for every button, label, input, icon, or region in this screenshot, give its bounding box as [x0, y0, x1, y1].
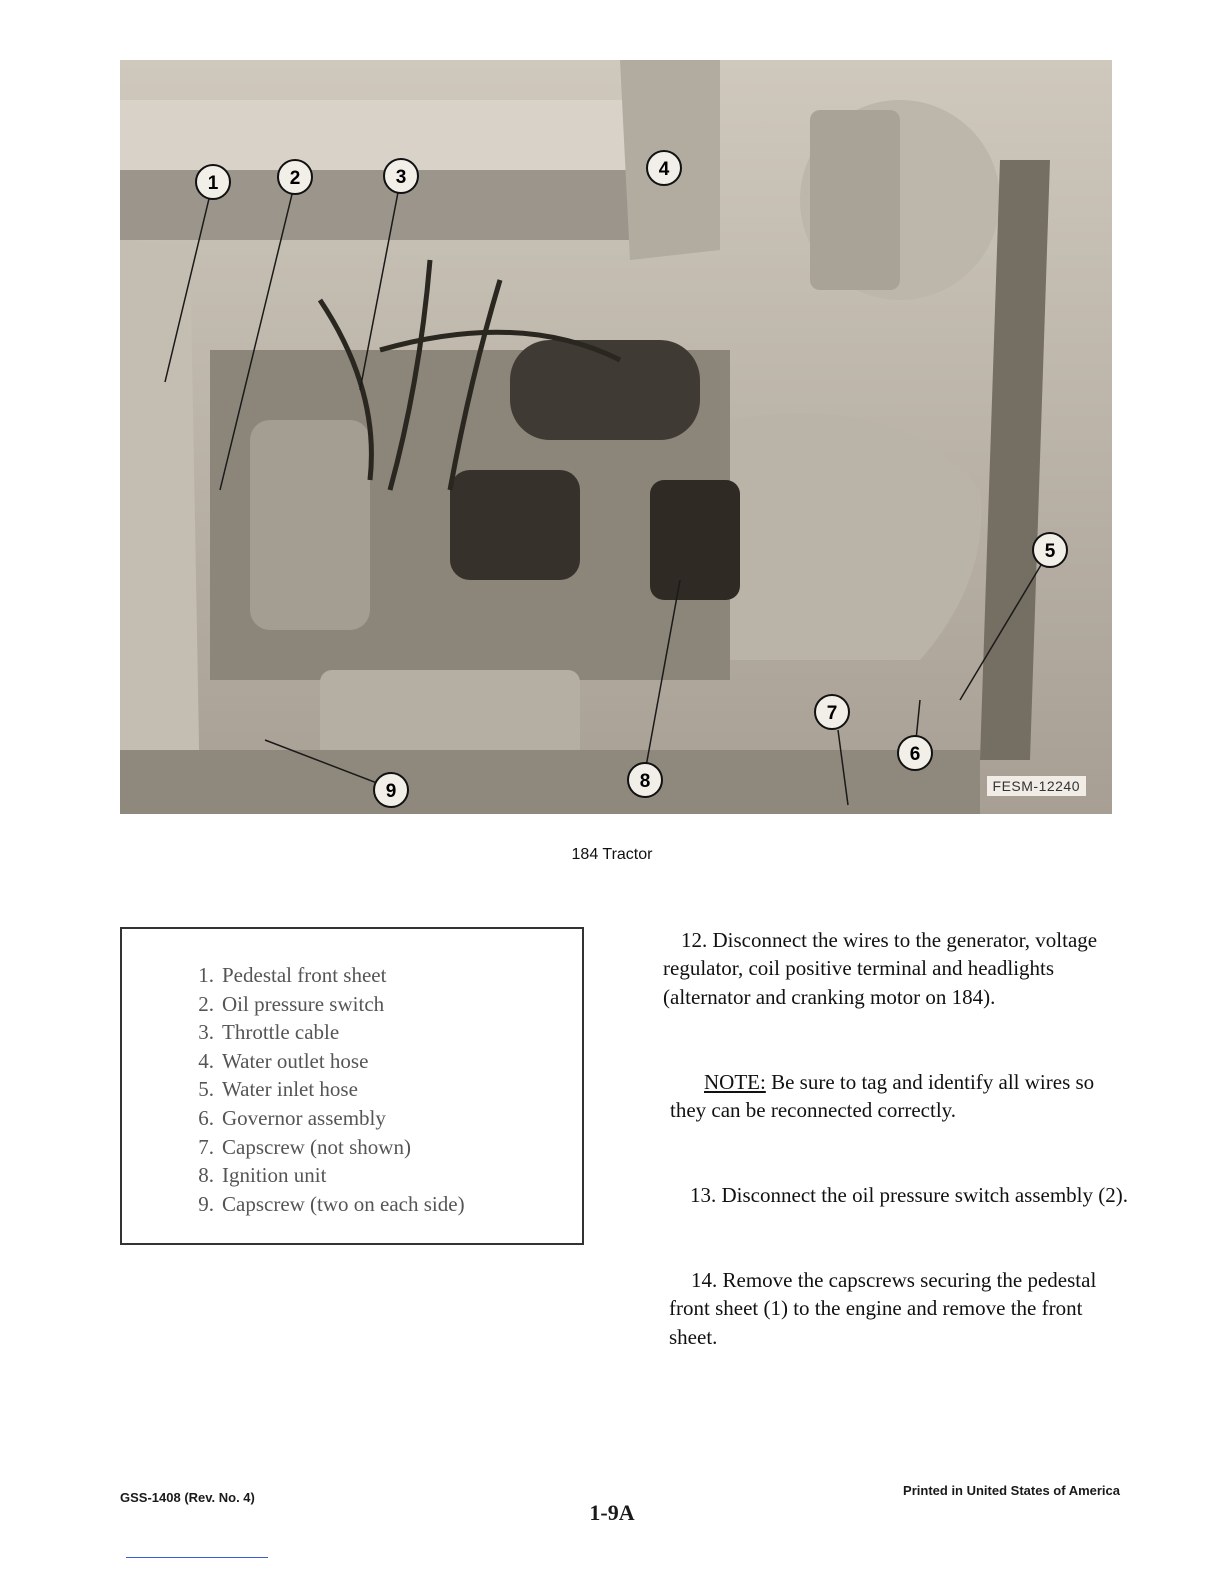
legend-item: 7. Capscrew (not shown)	[198, 1134, 411, 1159]
step-12: 12. Disconnect the wires to the generator, voltage regulator, coil positive terminal and headlights (alternator and cranking motor on 184).	[663, 928, 1098, 1009]
svg-text:9: 9	[385, 781, 397, 802]
legend-item: 1. Pedestal front sheet	[198, 963, 387, 987]
svg-text:2: 2	[289, 168, 301, 189]
svg-text:7: 7	[826, 703, 838, 724]
callout-9	[374, 773, 408, 807]
callout-7	[815, 695, 849, 729]
engine-photo	[120, 60, 1112, 814]
svg-text:8: 8	[639, 771, 651, 792]
legend-item: 9. Capscrew (two on each side)	[198, 1191, 465, 1216]
legend-item: 3. Throttle cable	[198, 1020, 340, 1045]
callout-3	[384, 159, 418, 193]
figure-caption: 184 Tractor	[571, 846, 653, 863]
note-paragraph	[670, 1068, 1130, 1125]
svg-text:6: 6	[909, 744, 921, 765]
svg-text:3: 3	[395, 167, 407, 188]
step-13: 13. Disconnect the oil pressure switch assembly (2).	[690, 1183, 1128, 1207]
print-notice: Printed in United States of America	[903, 1483, 1120, 1498]
figure-reference-code: FESM-12240	[987, 776, 1086, 796]
note-text: Be sure to tag and identify all wires so they can be reconnected correctly.	[670, 1070, 1095, 1123]
callout-6	[898, 736, 932, 770]
svg-text:1: 1	[207, 173, 219, 194]
callout-5	[1033, 533, 1067, 567]
parts-legend	[120, 927, 584, 1245]
legend-item: 4. Water outlet hose	[198, 1048, 369, 1073]
legend-item: 8. Ignition unit	[198, 1163, 327, 1188]
step-14: 14. Remove the capscrews securing the pedestal front sheet (1) to the engine and remove the front sheet.	[669, 1268, 1097, 1349]
legend-item: 5. Water inlet hose	[198, 1077, 358, 1102]
svg-text:5: 5	[1044, 541, 1056, 562]
page-number: 1-9A	[589, 1500, 635, 1525]
callout-2	[278, 160, 312, 194]
note-label: NOTE:	[704, 1070, 766, 1094]
svg-text:4: 4	[658, 159, 670, 180]
callout-8	[628, 763, 662, 797]
legend-item: 6. Governor assembly	[198, 1105, 386, 1130]
callout-4	[647, 151, 681, 185]
callout-1	[196, 165, 230, 199]
legend-item: 2. Oil pressure switch	[198, 991, 385, 1016]
bottom-rule	[126, 1557, 268, 1558]
document-number: GSS-1408 (Rev. No. 4)	[120, 1490, 255, 1505]
legend-list	[178, 961, 465, 1218]
